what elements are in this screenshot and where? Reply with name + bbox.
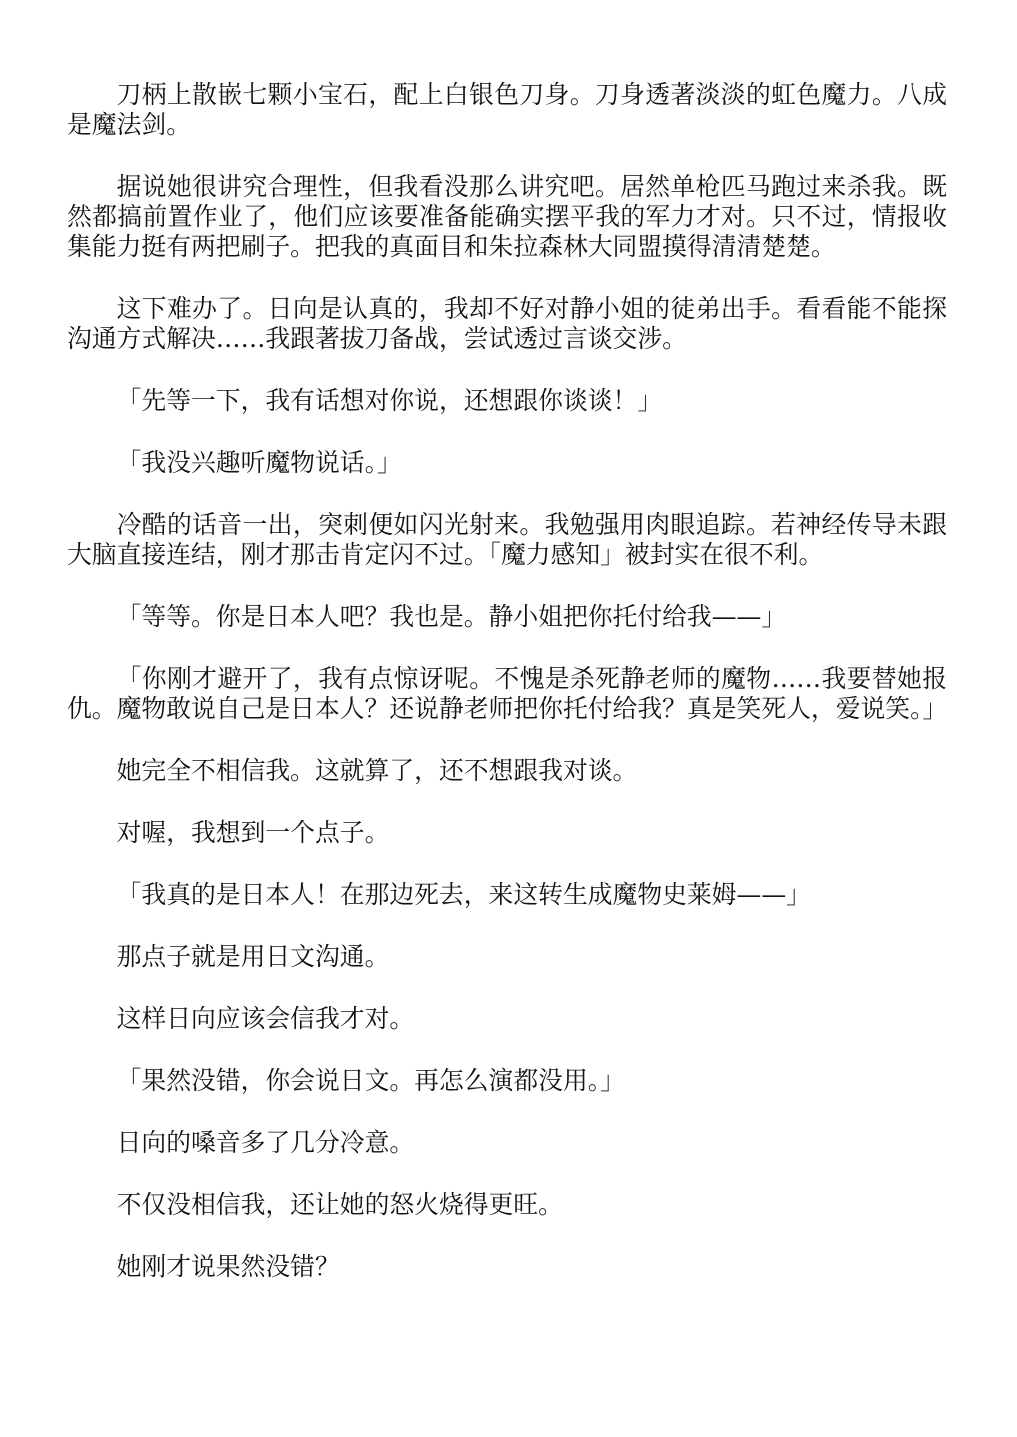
paragraph-gap xyxy=(67,724,947,756)
paragraph-7: 「等等。你是日本人吧？我也是。静小姐把你托付给我——」 xyxy=(116,602,787,631)
paragraph-10: 对喔，我想到一个点子。 xyxy=(116,818,390,847)
paragraph-3: 这下难办了。日向是认真的，我却不好对静小姐的徒弟出手。看看能不能探沟通方式解决……我跟著拔刀备战，尝试透过言谈交涉。 xyxy=(67,294,947,353)
paragraph-17: 她刚才说果然没错？ xyxy=(116,1252,340,1281)
paragraph-gap xyxy=(67,1096,947,1128)
paragraph-gap xyxy=(67,416,947,448)
paragraph-gap xyxy=(67,478,947,510)
paragraph-gap xyxy=(67,354,947,386)
paragraph-4: 「先等一下，我有话想对你说，还想跟你谈谈！」 xyxy=(116,386,663,415)
paragraph-13: 这样日向应该会信我才对。 xyxy=(116,1004,415,1033)
document-page xyxy=(67,80,947,1282)
paragraph-14: 「果然没错，你会说日文。再怎么演都没用。」 xyxy=(116,1066,625,1095)
paragraph-gap xyxy=(67,262,947,294)
paragraph-gap xyxy=(67,1158,947,1190)
paragraph-5: 「我没兴趣听魔物说话。」 xyxy=(116,448,402,477)
paragraph-2: 据说她很讲究合理性，但我看没那么讲究吧。居然单枪匹马跑过来杀我。既然都搞前置作业了，他们应该要准备能确实摆平我的军力才对。只不过，情报收集能力挺有两把刷子。把我的真面目和朱拉森林大同盟摸得清清楚楚。 xyxy=(67,172,947,261)
paragraph-gap xyxy=(67,570,947,602)
paragraph-11: 「我真的是日本人！在那边死去，来这转生成魔物史莱姆——」 xyxy=(116,880,811,909)
paragraph-gap xyxy=(67,1034,947,1066)
paragraph-gap xyxy=(67,786,947,818)
paragraph-8: 「你刚才避开了，我有点惊讶呢。不愧是杀死静老师的魔物……我要替她报仇。魔物敢说自己是日本人？还说静老师把你托付给我？真是笑死人，爱说笑。」 xyxy=(67,664,948,723)
paragraph-6: 冷酷的话音一出，突刺便如闪光射来。我勉强用肉眼追踪。若神经传导未跟大脑直接连结，刚才那击肯定闪不过。「魔力感知」被封实在很不利。 xyxy=(67,510,947,569)
paragraph-12: 那点子就是用日文沟通。 xyxy=(116,942,390,971)
paragraph-1: 刀柄上散嵌七颗小宝石，配上白银色刀身。刀身透著淡淡的虹色魔力。八成是魔法剑。 xyxy=(67,80,947,139)
paragraph-16: 不仅没相信我，还让她的怒火烧得更旺。 xyxy=(116,1190,563,1219)
paragraph-gap xyxy=(67,140,947,172)
paragraph-gap xyxy=(67,972,947,1004)
paragraph-9: 她完全不相信我。这就算了，还不想跟我对谈。 xyxy=(116,756,638,785)
paragraph-15: 日向的嗓音多了几分冷意。 xyxy=(116,1128,415,1157)
paragraph-gap xyxy=(67,848,947,880)
paragraph-gap xyxy=(67,910,947,942)
paragraph-gap xyxy=(67,632,947,664)
paragraph-gap xyxy=(67,1220,947,1252)
